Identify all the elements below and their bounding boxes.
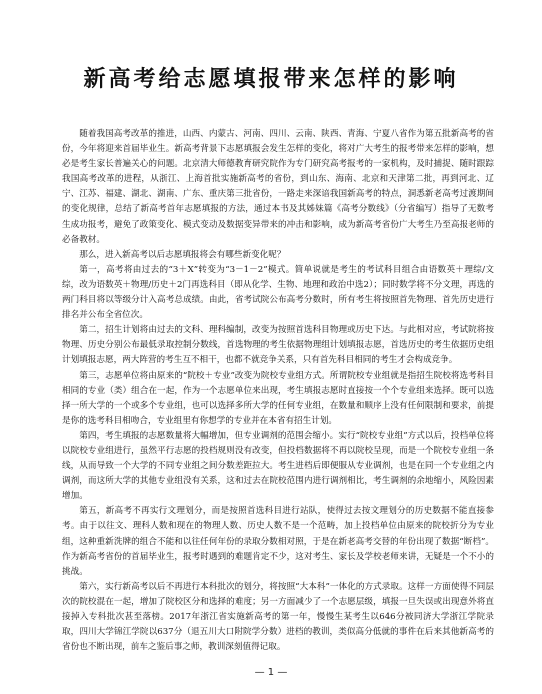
document-title: 新高考给志愿填报带来怎样的影响 bbox=[83, 67, 459, 92]
paragraph-point-4: 第四，考生填报的志愿数量将大幅增加，但专业调剂的范围会缩小。实行“院校专业组”方式以后，投档单位将以院校专业组进行，虽然平行志愿的投档规则没有改变，但投档数据将不再以院校呈现，而是一个院校专业组一条线，从而导致一个大学的不同专业组之间分数差距拉大。考生进档后即便服从专业调剂，也是在同一个专业组之内调剂，而这所大学的其他专业组没有关系，这和过去在院校范围内进行调剂相比，考生调剂的余地缩小，风险因素增加。 bbox=[62, 430, 494, 502]
page-number: — 1 — bbox=[254, 667, 288, 678]
paragraph-point-1: 第一，高考将由过去的“3＋X”转变为“3－1－2”模式。简单说就是考生的考试科目组合由语数英＋理综/文综，改为语数英＋物理/历史＋2门再选科目（即从化学、生物、地理和政治中选2）；同时数学将不分文理，再选的两门科目将以等级分计入高考总成绩。由此，省考试院公布高考分数时，所有考生将按照首先物理、首先历史进行排名并公布全省位次。 bbox=[62, 264, 494, 321]
paragraph-intro: 随着我国高考改革的推进，山西、内蒙古、河南、四川、云南、陕西、青海、宁夏八省作为第五批新高考的省份，今年将迎来首届毕业生。新高考背景下志愿填报会发生怎样的变化，将对广大考生的报考带来怎样的影响，想必是考生家长普遍关心的问题。北京清大师德教育研究院作为专门研究高考报考的一家机构，及时捕捉、随时跟踪我国高考改革的进程，从浙江、上海首批实施新高考的省份，到山东、海南、北京和天津第二批，再到河北、辽宁、江苏、福建、湖北、湖南、广东、重庆第三批省份，一路走来深谙我国新高考的特点，洞悉新老高考过渡期间的变化规律，总结了新高考首年志愿填报的方法，通过本书及其姊妹篇《高考分数线》（分省编写）指导了无数考生成功报考，避免了政策变化、模式变动及数据变异带来的冲击和影响，成为新高考省份广大考生乃至高报老师的必备教材。 bbox=[62, 129, 494, 245]
document-body bbox=[62, 127, 494, 655]
paragraph-point-5: 第五，新高考不再实行文理划分，而是按照首选科目进行站队，使得过去按文理划分的历史数据不能直接参考。由于以往文、理科人数和现在的物理人数、历史人数不是一个范畴，加上投档单位由原来的院校折分为专业组，这种重新洗牌的组合不能和以往任何年份的录取分数相对照，于是在新老高考交替的年份出现了数据“断档”。作为新高考省份的首届毕业生，报考时遇到的难题肯定不少，这对考生、家长及学校老师来讲，无疑是一个不小的挑战。 bbox=[62, 506, 494, 577]
paragraph-point-3: 第三，志愿单位将由原来的“院校＋专业”改变为院校专业组方式。所谓院校专业组就是指招生院校将选考科目相同的专业（类）组合在一起，作为一个志愿单位来出现，考生填报志愿时直接按一个个专业组来选择。既可以选择一所大学的一个或多个专业组，也可以选择多所大学的任何专业组，在数量和顺序上没有任何限制和要求，前提是你的选考科目相吻合，专业组里有你想学的专业并在本省有招生计划。 bbox=[62, 370, 494, 426]
paragraph-point-2: 第二，招生计划将由过去的文科、理科编制，改变为按照首选科目物理或历史下达。与此相对应，考试院将按物理、历史分别公布最低录取控制分数线，首选物理的考生依据物理组计划填报志愿，首选历史的考生依据历史组计划填报志愿，两大阵营的考生互不相干，也都不就竞争关系，只有首先科目相同的考生才会构成竞争。 bbox=[62, 325, 494, 366]
paragraph-question: 那么，进入新高考以后志愿填报将会有哪些新变化呢？ bbox=[79, 249, 286, 260]
paragraph-point-6: 第六，实行新高考以后不再进行本科批次的划分，将按照“大本科”一体化的方式录取。这样一方面使得不同层次的院校混在一起，增加了院校区分和选择的难度；另一方面减少了一个志愿层级，填报一旦失误或出现意外将直接掉入专科批次甚至落榜。2017年浙江省实施新高考的第一年，慢慢生某考生以646分被同济大学浙江学院录取，四川大学锦江学院以637分（退五川大口附院学分数）进档的教训，类似高分低就的事件在后来其他新高考的省份也不断出现，前车之鉴后事之师，教训深刻值得记取。 bbox=[62, 581, 494, 653]
